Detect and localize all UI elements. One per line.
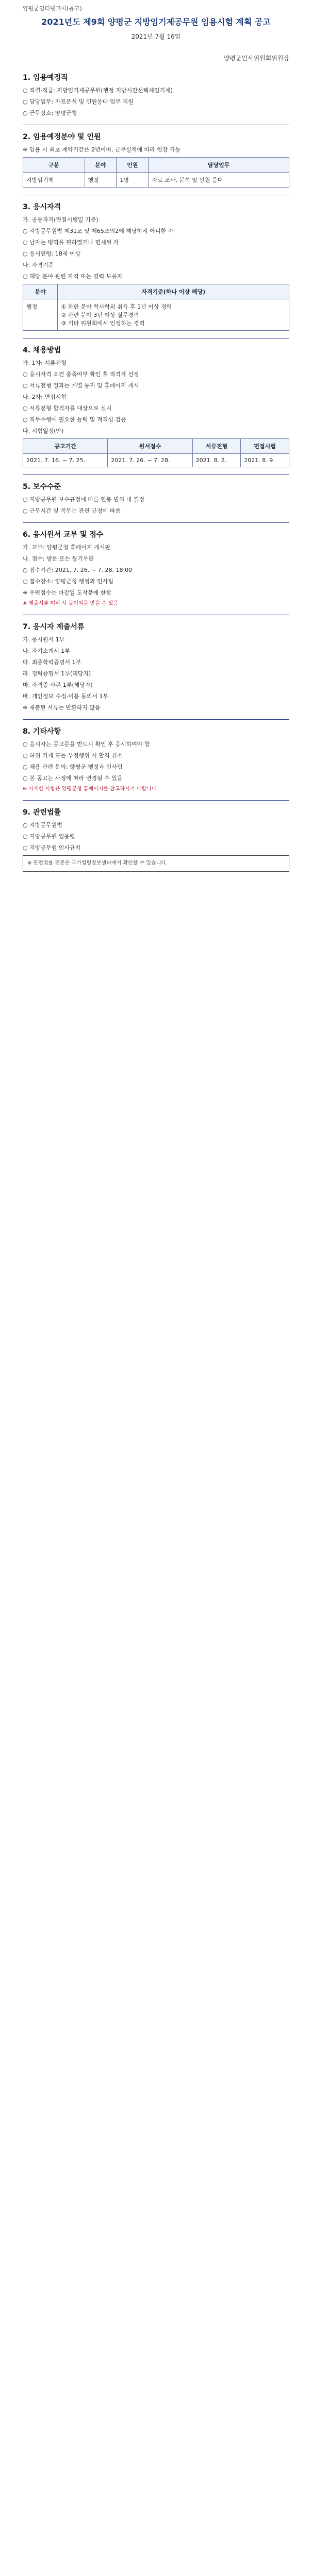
section-line: ○ 지방공무원 인사규칙 xyxy=(23,844,81,851)
section-line: ○ 해당 분야 관련 자격 또는 경력 보유자 xyxy=(23,273,123,280)
table-header: 원서접수 xyxy=(108,439,192,454)
section-title: 1. 임용예정직 xyxy=(23,74,68,82)
section-line: ※ 우편접수는 마감일 도착분에 한함 xyxy=(23,589,111,596)
section-line: ○ 접수기간: 2021. 7. 26. ~ 7. 28. 18:00 xyxy=(23,567,133,573)
top-label: 양평군인터넷고시(공고) xyxy=(23,5,82,12)
section-separator xyxy=(23,800,289,801)
section-line: 나. 접수: 방문 또는 등기우편 xyxy=(23,555,94,562)
section-note: ※ 자세한 사항은 양평군청 홈페이지를 참고하시기 바랍니다. xyxy=(23,786,158,792)
section-line: 다. 최종학력증명서 1부 xyxy=(23,659,81,666)
section-line: ○ 본 공고는 사정에 따라 변경될 수 있음 xyxy=(23,775,123,782)
section-title: 4. 채용방법 xyxy=(23,346,61,354)
section-line: ○ 지방공무원법 xyxy=(23,822,62,828)
section-title: 6. 응시원서 교부 및 접수 xyxy=(23,531,104,539)
section-line: ○ 허위 기재 또는 부정행위 시 합격 취소 xyxy=(23,752,123,759)
section-lines xyxy=(23,359,289,435)
table-cell: 2021. 8. 2. xyxy=(192,454,241,467)
section xyxy=(23,345,289,467)
section-title: 3. 응시자격 xyxy=(23,203,61,211)
section-table xyxy=(23,438,289,467)
section-lines xyxy=(23,740,289,783)
section-line: 마. 자격증 사본 1부(해당자) xyxy=(23,682,93,688)
table-header: 담당업무 xyxy=(149,158,289,173)
section-line: ○ 응시자격 요건 충족여부 확인 후 적격자 선정 xyxy=(23,371,139,378)
section xyxy=(23,481,289,515)
table-header: 분야 xyxy=(23,284,58,299)
table-cell: 2021. 7. 16. ~ 7. 25. xyxy=(23,454,108,467)
section xyxy=(23,621,289,712)
section-line: ○ 채용 관련 문의: 양평군 행정과 인사팀 xyxy=(23,764,123,770)
section-line: 바. 개인정보 수집·이용 동의서 1부 xyxy=(23,693,109,700)
section-title: 5. 보수수준 xyxy=(23,483,61,491)
section-line: ○ 담당업무: 자료분석 및 민원응대 업무 지원 xyxy=(23,98,134,105)
table-cell: 2021. 7. 26. ~ 7. 28. xyxy=(108,454,192,467)
section-lines xyxy=(23,544,289,597)
end-spacer xyxy=(23,879,289,890)
section-line: ○ 직렬·직급: 지방임기제공무원(행정 지방시간선택제임기제) xyxy=(23,87,173,94)
table-cell: 자료 조사, 분석 및 민원 응대 xyxy=(149,173,289,188)
section-separator xyxy=(23,719,289,720)
section xyxy=(23,201,289,331)
section-separator xyxy=(23,522,289,523)
section-line: ○ 남자는 병역을 필하였거나 면제된 자 xyxy=(23,239,119,246)
table-header: 자격기준(하나 이상 해당) xyxy=(58,284,289,299)
section-note: ※ 제출서류 미비 시 불이익을 받을 수 있음 xyxy=(23,601,119,606)
section xyxy=(23,807,289,872)
section-line: 가. 교부: 양평군청 홈페이지 게시판 xyxy=(23,544,110,551)
section-lines xyxy=(23,821,289,852)
section-line: 다. 시험일정(안) xyxy=(23,428,64,434)
section-line: ○ 지방공무원 임용령 xyxy=(23,833,75,840)
table-cell: 행정 xyxy=(85,173,117,188)
publish-date: 2021년 7월 16일 xyxy=(131,33,181,40)
section-table xyxy=(23,157,289,188)
section-line: ○ 응시자는 공고문을 반드시 확인 후 응시하여야 함 xyxy=(23,741,150,748)
section-line: ※ 임용 시 최초 계약기간은 2년이며, 근무실적에 따라 연장 가능 xyxy=(23,146,181,153)
section-line: ※ 제출된 서류는 반환하지 않음 xyxy=(23,704,101,711)
table-header: 면접시험 xyxy=(241,439,289,454)
section-line: 가. 1차: 서류전형 xyxy=(23,360,67,366)
sections xyxy=(23,72,289,890)
section-line: ○ 응시연령: 18세 이상 xyxy=(23,250,81,257)
table-cell: 지방임기제 xyxy=(23,173,85,188)
table-header: 공고기간 xyxy=(23,439,108,454)
table-cell: 1명 xyxy=(117,173,149,188)
section-line: 나. 자격기준 xyxy=(23,262,54,268)
section-line: ○ 근무장소: 양평군청 xyxy=(23,110,77,116)
section-title: 2. 임용예정분야 및 인원 xyxy=(23,133,101,141)
section-lines xyxy=(23,87,289,117)
section-title: 7. 응시자 제출서류 xyxy=(23,623,85,631)
section-line: ○ 서류전형 합격자를 대상으로 실시 xyxy=(23,405,112,412)
section-line: ○ 서류전형 결과는 개별 통지 및 홈페이지 게시 xyxy=(23,382,139,389)
section-line: ○ 지방공무원법 제31조 및 제65조의2에 해당하지 아니한 자 xyxy=(23,228,174,234)
section-separator xyxy=(23,474,289,475)
section-line: 가. 응시원서 1부 xyxy=(23,636,65,643)
section xyxy=(23,72,289,117)
section-line: ○ 접수장소: 양평군청 행정과 인사팀 xyxy=(23,578,114,585)
table-cell: 행정 xyxy=(23,299,58,331)
table-header: 구분 xyxy=(23,158,85,173)
section-line: 나. 2차: 면접시험 xyxy=(23,394,67,400)
section-line: 라. 경력증명서 1부(해당자) xyxy=(23,670,91,677)
table-row xyxy=(23,454,289,467)
section-line: 나. 자기소개서 1부 xyxy=(23,648,70,654)
section-title: 9. 관련법률 xyxy=(23,808,61,817)
table-header: 서류전형 xyxy=(192,439,241,454)
page-title: 2021년도 제9회 양평군 지방임기제공무원 임용시험 계획 공고 xyxy=(41,17,271,27)
section-box: ※ 관련법률 전문은 국가법령정보센터에서 확인할 수 있습니다. xyxy=(23,855,289,872)
organization: 양평군인사위원회위원장 xyxy=(223,55,289,62)
section-lines xyxy=(23,636,289,712)
section xyxy=(23,529,289,607)
section-line: 가. 공통자격(면접시행일 기준) xyxy=(23,216,98,223)
table-header: 분야 xyxy=(85,158,117,173)
section xyxy=(23,131,289,188)
table-cell: 2021. 8. 9. xyxy=(241,454,289,467)
table-header: 인원 xyxy=(117,158,149,173)
table-row xyxy=(23,173,289,188)
content xyxy=(23,72,289,890)
section-line: ○ 지방공무원 보수규정에 따른 연봉 범위 내 결정 xyxy=(23,496,144,503)
section-line: ○ 근무시간 및 복무는 관련 규정에 따름 xyxy=(23,507,121,514)
section-title: 8. 기타사항 xyxy=(23,727,61,736)
section-lines xyxy=(23,146,289,154)
section-line: ○ 직무수행에 필요한 능력 및 적격성 검증 xyxy=(23,416,126,423)
section-lines xyxy=(23,216,289,281)
table-row xyxy=(23,299,289,331)
section-lines xyxy=(23,496,289,515)
section-table xyxy=(23,284,289,331)
table-cell: ① 관련 분야 학사학위 취득 후 1년 이상 경력 ② 관련 분야 3년 이상 실무경력 ③ 기타 위원회에서 인정하는 경력 xyxy=(58,299,289,331)
section xyxy=(23,726,289,793)
